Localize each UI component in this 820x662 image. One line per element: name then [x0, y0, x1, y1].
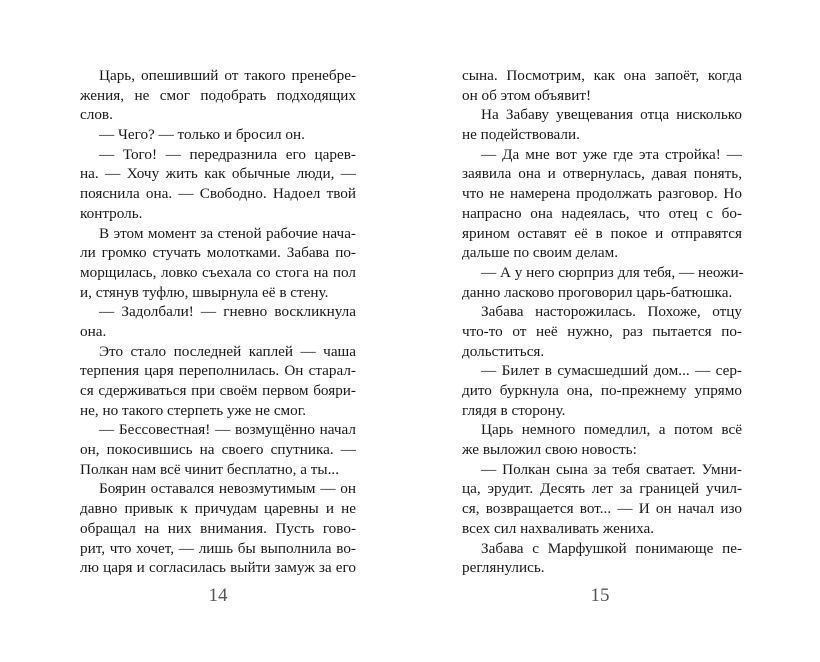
text-line: на. — Хочу жить как обычные люди, —	[80, 165, 356, 183]
text-line: — Задолбали! — гневно воскликнула	[99, 303, 356, 321]
text-line: не подействовали.	[462, 126, 580, 144]
text-line: лю царя и согласилась выйти замуж за его	[80, 559, 356, 577]
text-line: реглянулись.	[462, 559, 545, 577]
text-line: данно ласково проговорил царь-батюшка.	[462, 283, 733, 301]
text-line: В этом момент за стеной рабочие нача-	[99, 224, 356, 242]
text-line: — Бессовестная! — возмущённо начал	[99, 421, 356, 439]
text-line: — Полкан сына за тебя сватает. Умни-	[481, 460, 742, 478]
text-line: жения, не смог подобрать подходящих	[80, 86, 356, 104]
text-line: — А у него сюрприз для тебя, — неожи-	[481, 263, 744, 281]
text-line: глядя в сторону.	[462, 401, 566, 419]
text-line: рит, что хочет, — лишь бы выполнила во-	[80, 539, 356, 557]
text-line: Забава с Марфушкой понимающе пе-	[481, 539, 742, 557]
text-line: Царь, опешивший от такого пренебре-	[99, 67, 356, 84]
text-line: — Того! — передразнила его царев-	[99, 145, 356, 163]
text-line: заявила она и отвернулась, давая понять,	[462, 165, 742, 183]
text-line: что-то от неё нужно, раз пытается по-	[462, 322, 742, 340]
text-line: Царь немного помедлил, а потом всё	[481, 421, 742, 439]
text-line: ся, возвращается вот... — И он начал изо	[462, 500, 742, 518]
text-line: дальше по своим делам.	[462, 244, 618, 262]
text-line: ца, эрудит. Десять лет за границей учил-	[462, 480, 742, 498]
text-line: напрасно она надеялась, что отец с бо-	[462, 204, 742, 222]
text-line: давно привык к причудам царевны и не	[80, 500, 356, 518]
text-line: — Да мне вот уже где эта стройка! —	[481, 145, 742, 163]
text-line: он об этом объявит!	[462, 86, 592, 104]
text-line: не, но такого стерпеть уже не смог.	[80, 401, 307, 419]
text-line: обращал на них внимания. Пусть гово-	[80, 519, 356, 537]
text-line: дольститься.	[462, 342, 545, 360]
text-line: — Чего? — только и бросил он.	[99, 126, 305, 144]
text-line: Это стало последней каплей — чаша	[99, 342, 356, 360]
page-number: 14	[208, 585, 228, 606]
text-line: — Билет в сумасшедший дом... — сер-	[481, 362, 742, 380]
text-line: На Забаву увещевания отца нисколько	[481, 106, 742, 124]
page-text	[462, 66, 742, 578]
page-text	[80, 66, 356, 578]
text-line: морщилась, ловко съехала со стога на пол	[80, 263, 356, 281]
text-line: слов.	[80, 106, 113, 124]
text-line: ли громко стучать молотками. Забава по-	[80, 244, 356, 262]
text-line: пояснила она. — Свободно. Надоел твой	[80, 185, 356, 203]
text-line: Полкан нам всё чинит бесплатно, а ты...	[80, 460, 340, 478]
text-line: ся сдерживаться при своём первом бояри-	[80, 382, 356, 399]
text-line: он, покосившись на своего спутника. —	[80, 441, 356, 459]
page-number: 15	[590, 585, 610, 606]
text-line: сына. Посмотрим, как она запоёт, когда	[462, 67, 742, 84]
text-line: терпения царя переполнилась. Он старал-	[80, 362, 356, 380]
text-line: что не намерена продолжать разговор. Но	[462, 185, 742, 203]
text-line: и, стянув туфлю, швырнула её в стену.	[80, 283, 329, 301]
text-line: Забава насторожилась. Похоже, отцу	[481, 303, 742, 321]
text-line: дито буркнула она, по-прежнему упрямо	[462, 382, 742, 399]
text-line: она.	[80, 322, 107, 340]
text-line: Боярин оставался невозмутимым — он	[99, 480, 356, 498]
text-line: же выложил свою новость:	[462, 441, 637, 459]
text-line: всех сил нахваливать жениха.	[462, 519, 655, 537]
text-line: ярином оставят её в покое и отправятся	[462, 224, 742, 242]
text-line: контроль.	[80, 204, 143, 222]
